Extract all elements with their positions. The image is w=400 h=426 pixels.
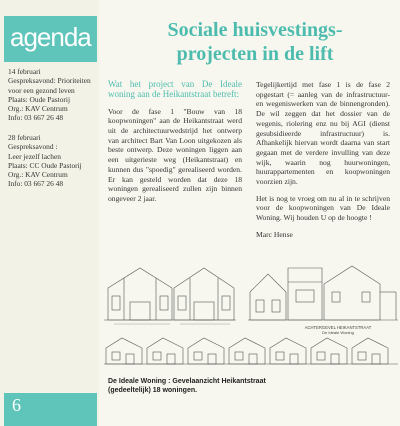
caption-line: (gedeeltelijk) 18 woningen. [108,386,198,394]
architectural-drawings [100,262,400,366]
agenda-entry-date: 28 februari [8,133,41,142]
row-house-outline [270,338,306,364]
row-house-outline [352,338,388,364]
row-house-outline [229,338,265,364]
agenda-entry-line: Info: 03 667 26 48 [8,113,64,123]
agenda-entry-line: Plaats: CC Oude Pastorij [8,160,82,170]
article-paragraph: Tegelijkertijd met fase 1 is de fase 2 opgestart (= aanleg van de infrastructuur- en wegeniswerken van de binnengronden). De wil zeggen dat het dossier van de wegenis, riolering enz nu bij AGI (dienst gesubsidieerde infrastructuur) is. Afhankelijk hiervan wordt daarna van start gegaan met de verdere invulling van deze wijk, waarin nog huurwoningen, huurappartementen en koopwoningen voorzien zijn. [256,80,390,187]
agenda-heading: agenda [10,22,91,52]
row-house-door [208,354,216,364]
caption-line: De Ideale Woning : Gevelaanzicht Heikantstraat [108,378,266,385]
row-house-window [276,352,284,360]
row-house-window [358,352,366,360]
article-column-left [108,80,242,211]
agenda-entry-line: Leer jezelf lachen [8,151,61,161]
row-house-door [126,354,134,364]
page-number: 6 [12,395,21,415]
agenda-entry-line: Gespreksavond: Prioriteiten [8,76,91,86]
article-lead: Wat het project van De Ideale woning aan de Heikantstraat betreft: [108,79,242,99]
row-house-door [290,354,298,364]
agenda-entry-line: Plaats: Oude Pastorij [8,94,70,104]
agenda-sidebar [0,0,99,426]
article-title-line: projecten in de lift [176,43,334,65]
rear-elevation-drawing [248,266,398,320]
agenda-entry-2 [8,133,96,189]
agenda-entry-date: 14 februari [8,67,41,76]
row-house-window [317,352,325,360]
article-paragraph: Voor de fase 1 "Bouw van 18 koopwoningen" aan de Heikantstraat werd uit de architectuurwedstrijd het ontwerp van architect Bart Van Loon uitgekozen als beste ontwerp. Deze woningen liggen aan een uitgerieste weg (Heikantstraat) en kunnen dus "spoedig" gerealiseerd worden. Er kan gesteld worden dat deze 18 woningen gerealiseerd zullen zijn binnen ongeveer 2 jaar. [108,106,242,203]
article-title [112,18,398,66]
row-house-door [331,354,339,364]
row-house-window [235,352,243,360]
row-house-door [167,354,175,364]
row-house-window [153,352,161,360]
drawing-label: ACHTERGEVEL HEIKANTSTRAAT [304,325,372,330]
drawing-label: De Ideale Woning [322,330,354,335]
row-house-window [112,352,120,360]
agenda-entry-line: Gespreksavond : [8,142,58,152]
row-house-outline [106,338,142,364]
row-house-window [194,352,202,360]
row-house-outline [311,338,347,364]
agenda-entry-line: Org.: KAV Centrum [8,170,68,180]
drawing-caption [108,378,328,395]
agenda-entry-line: Org.: KAV Centrum [8,104,68,114]
article-column-right [256,80,390,247]
row-house-door [372,354,380,364]
row-house-outline [147,338,183,364]
agenda-entry-line: Info: 03 667 26 48 [8,179,64,189]
front-elevation-drawing [104,268,236,324]
row-house-door [249,354,257,364]
article-title-line: Sociale huisvestings- [167,19,343,41]
agenda-entry-1 [8,67,96,123]
article-author: Marc Hense [256,229,293,239]
article-paragraph: Het is nog te vroeg om nu al in te schrijven voor de koopwoningen van De Ideale Woning. Wij houden U op de hoogte ! [256,193,390,223]
house-row-drawing [104,338,398,364]
row-house-outline [188,338,224,364]
agenda-entry-line: voor een gezond leven [8,85,75,95]
